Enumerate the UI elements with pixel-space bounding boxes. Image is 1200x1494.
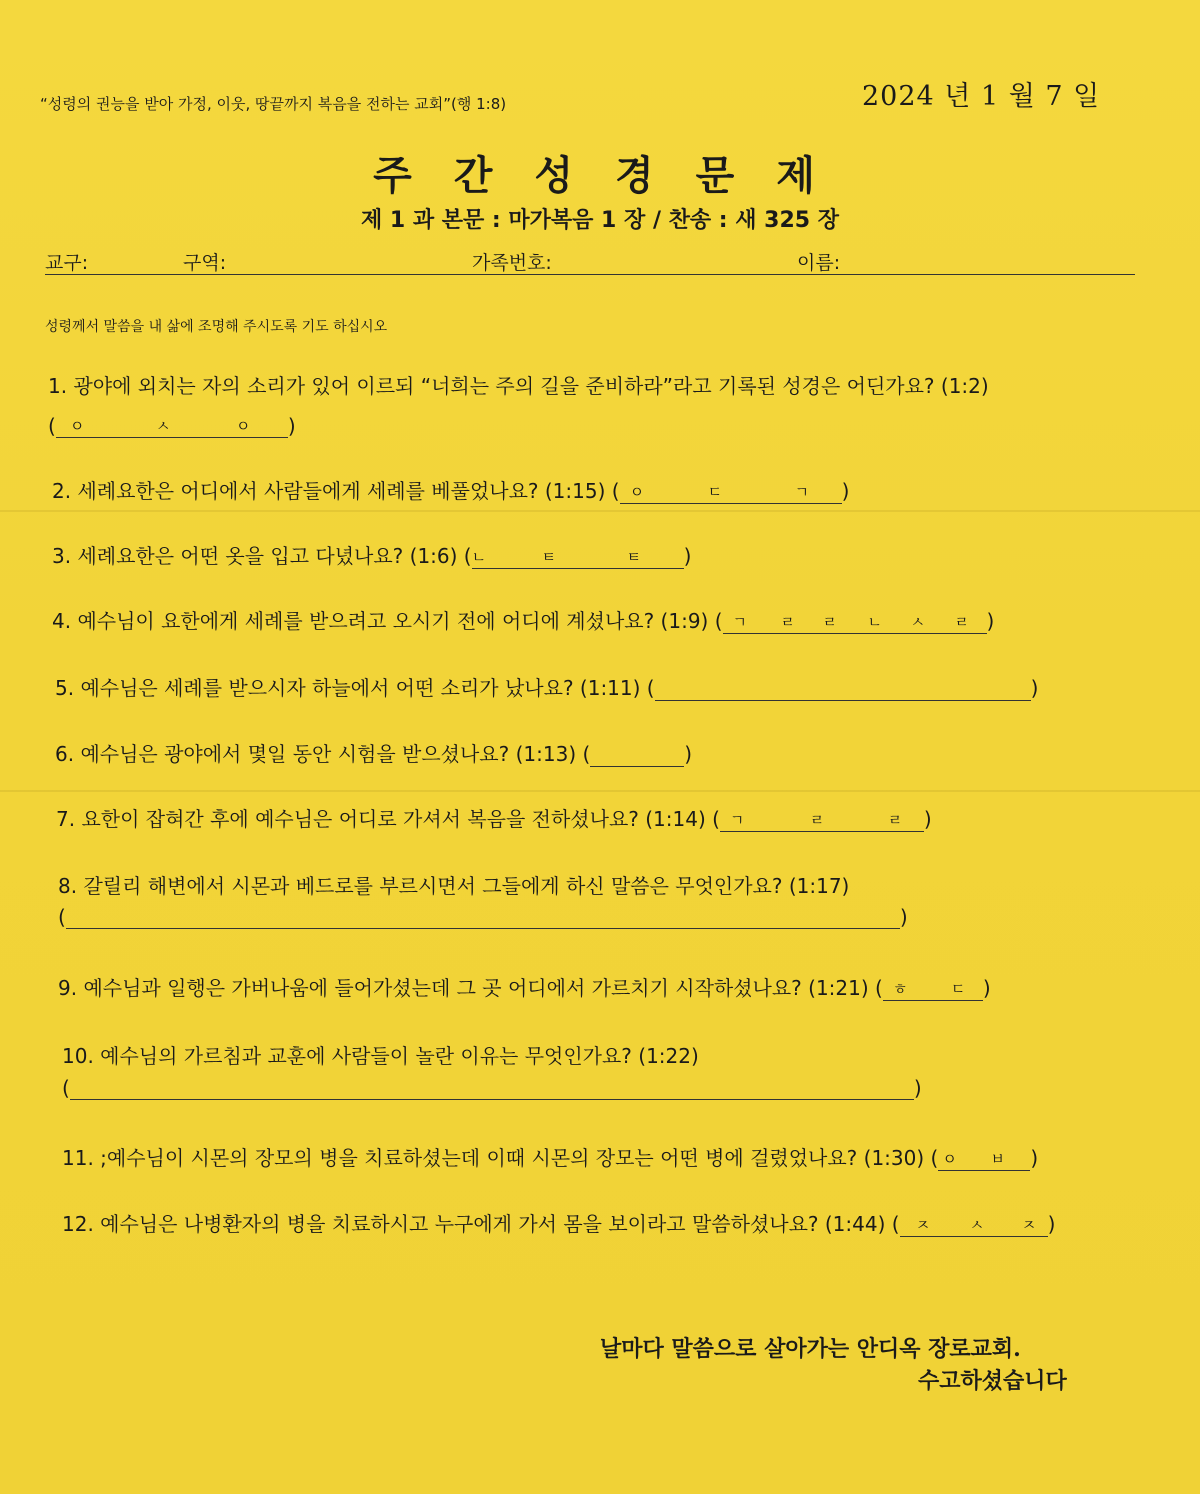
question-11 [62, 1142, 1038, 1171]
hint-char: ㄱ [794, 483, 810, 501]
question-text: 10. 예수님의 가르침과 교훈에 사람들이 놀란 이유는 무엇인가요? (1:22) [62, 1044, 699, 1068]
question-3 [52, 540, 691, 569]
answer-blank-4[interactable] [723, 609, 987, 634]
question-12 [62, 1208, 1055, 1237]
hint-char: ㄹ [809, 811, 825, 829]
answer-blank-9[interactable] [883, 976, 983, 1001]
question-6 [55, 738, 692, 767]
hint-char: ㄴ [471, 548, 487, 566]
open-paren: ( [58, 905, 66, 929]
hint-char: ㄹ [887, 811, 903, 829]
hint-char: ㄴ [867, 613, 883, 631]
hint-char: ㅇ [69, 417, 85, 435]
prayer-instruction: 성령께서 말씀을 내 삶에 조명해 주시도록 기도 하십시오 [45, 319, 388, 335]
close-paren: ) [899, 905, 908, 929]
close-paren: ) [1047, 1212, 1056, 1236]
hint-char: ㄱ [732, 613, 748, 631]
hint-char: ㅇ [942, 1150, 957, 1168]
district-label: 교구: [45, 252, 89, 274]
question-4 [52, 605, 994, 634]
question-10 [62, 1040, 699, 1069]
hint-char: ㄷ [950, 980, 966, 998]
question-9 [58, 972, 991, 1001]
answer-blank-11[interactable] [938, 1146, 1030, 1171]
question-text: 12. 예수님은 나병환자의 병을 치료하시고 누구에게 가서 몸을 보이라고 말씀하셨나요? (1:44) ( [62, 1212, 900, 1236]
page-title: 주간성경문제 [373, 153, 857, 199]
hint-char: ㅅ [910, 613, 926, 631]
fold-line [0, 510, 1200, 512]
closing-message: 날마다 말씀으로 살아가는 안디옥 장로교회. [600, 1336, 1021, 1362]
hint-char: ㅌ [626, 548, 642, 566]
answer-blank-10[interactable] [70, 1075, 914, 1100]
question-text: 11. ;예수님이 시몬의 장모의 병을 치료하셨는데 이때 시몬의 장모는 어떤 병에 걸렸었나요? (1:30) ( [62, 1146, 939, 1170]
hint-char: ㅈ [1021, 1216, 1037, 1234]
question-text: 7. 요한이 잡혀간 후에 예수님은 어디로 가셔서 복음을 전하셨나요? (1:14) ( [56, 807, 720, 831]
lesson-subtitle: 제 1 과 본문 : 마가복음 1 장 / 찬송 : 새 325 장 [360, 208, 839, 233]
hint-char: ㅇ [629, 483, 645, 501]
close-paren: ) [982, 976, 991, 1000]
hint-char: ㅎ [892, 980, 908, 998]
question-2 [52, 475, 849, 504]
date: 2024 년 1 월 7 일 [862, 81, 1101, 112]
hint-char: ㄷ [707, 483, 723, 501]
question-text: 3. 세례요한은 어떤 옷을 입고 다녔나요? (1:6) ( [52, 544, 472, 568]
close-paren: ) [1030, 676, 1039, 700]
fold-line [0, 790, 1200, 792]
hint-char: ㅂ [990, 1150, 1005, 1168]
hint-char: ㅅ [969, 1216, 985, 1234]
question-text: 2. 세례요한은 어디에서 사람들에게 세례를 베풀었나요? (1:15) ( [52, 479, 620, 503]
close-paren: ) [684, 742, 693, 766]
answer-blank-7[interactable] [720, 807, 924, 832]
answer-8-row [58, 904, 908, 929]
question-text: 9. 예수님과 일행은 가버나움에 들어가셨는데 그 곳 어디에서 가르치기 시작하셨나요? (1:21) ( [58, 976, 883, 1000]
zone-label: 구역: [183, 252, 227, 274]
answer-blank-5[interactable] [655, 676, 1031, 701]
close-paren: ) [287, 414, 296, 438]
hint-char: ㅈ [915, 1216, 931, 1234]
name-label: 이름: [797, 252, 841, 274]
answer-blank-2[interactable] [620, 479, 842, 504]
question-5 [55, 672, 1038, 701]
hint-char: ㄹ [822, 613, 838, 631]
close-paren: ) [913, 1076, 922, 1100]
question-text: 6. 예수님은 광야에서 몇일 동안 시험을 받으셨나요? (1:13) ( [55, 742, 591, 766]
family-number-label: 가족번호: [472, 252, 552, 274]
hint-char: ㅇ [235, 417, 251, 435]
question-1 [48, 370, 989, 399]
answer-10-row [62, 1075, 922, 1100]
close-paren: ) [683, 544, 692, 568]
hint-char: ㅌ [541, 548, 557, 566]
close-paren: ) [1030, 1146, 1039, 1170]
question-text: 4. 예수님이 요한에게 세례를 받으려고 오시기 전에 어디에 계셨나요? (1:9) ( [52, 609, 723, 633]
question-8 [58, 870, 849, 899]
question-text: 8. 갈릴리 해변에서 시몬과 베드로를 부르시면서 그들에게 하신 말씀은 무엇인가요? (1:17) [58, 874, 850, 898]
hint-char: ㄱ [729, 811, 745, 829]
close-paren: ) [923, 807, 932, 831]
answer-blank-6[interactable] [590, 742, 684, 767]
answer-blank-3[interactable] [472, 544, 684, 569]
hint-char: ㅅ [155, 417, 171, 435]
open-paren: ( [48, 414, 56, 438]
open-paren: ( [62, 1076, 70, 1100]
question-7 [56, 803, 932, 832]
thanks-message: 수고하셨습니다 [918, 1368, 1067, 1394]
hint-char: ㄹ [780, 613, 796, 631]
info-line [45, 248, 1135, 275]
church-motto: “성령의 권능을 받아 가정, 이웃, 땅끝까지 복음을 전하는 교회”(행 1:8) [40, 95, 507, 113]
answer-blank-1[interactable] [56, 413, 288, 438]
question-text: 1. 광야에 외치는 자의 소리가 있어 이르되 “너희는 주의 길을 준비하라”라고 기록된 성경은 어딘가요? (1:2) [48, 374, 989, 398]
hint-char: ㄹ [954, 613, 970, 631]
close-paren: ) [841, 479, 850, 503]
answer-blank-8[interactable] [66, 904, 900, 929]
close-paren: ) [986, 609, 995, 633]
answer-blank-12[interactable] [900, 1212, 1048, 1237]
answer-1-row [48, 413, 296, 438]
question-text: 5. 예수님은 세례를 받으시자 하늘에서 어떤 소리가 났나요? (1:11) ( [55, 676, 655, 700]
